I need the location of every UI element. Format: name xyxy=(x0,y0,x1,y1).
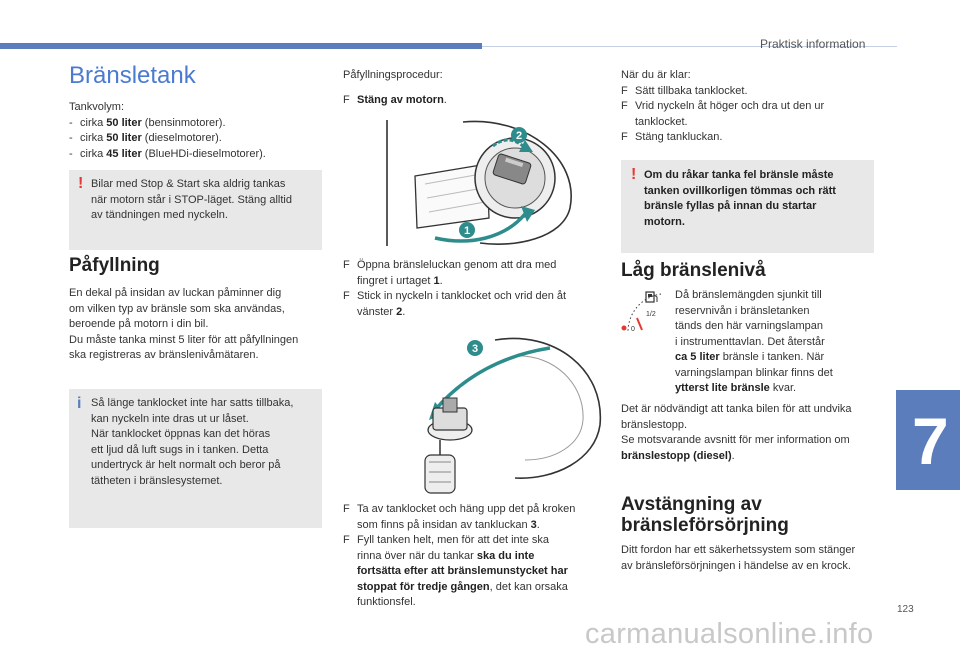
step-item: F Ta av tanklocket och häng upp det på kroken som finns på insidan av tankluckan 3. xyxy=(343,503,576,531)
when-ready xyxy=(621,68,883,146)
top-bar xyxy=(0,43,482,49)
tank-item: - cirka 45 liter (BlueHDi-dieselmotorer). xyxy=(69,147,266,160)
ready-step: F Vrid nyckeln åt höger och dra ut den ur tanklocket. xyxy=(621,100,825,128)
warning-icon: ! xyxy=(78,175,84,192)
section-heading-pafyllning: Påfyllning xyxy=(69,255,160,276)
procedure-label: Påfyllningsprocedur: xyxy=(343,69,443,81)
step-stop-engine: F Stäng av motorn. xyxy=(343,94,447,106)
figure-number-3: 3 xyxy=(471,343,479,355)
watermark: carmanualsonline.info xyxy=(585,618,874,650)
warning-box-wrong-fuel: ! Om du råkar tanka fel bränsle måste tanken ovillkorligen tömmas och rätt bränsle fyllas på innan du startar motorn. xyxy=(621,160,874,253)
gauge-half-label: 1/2 xyxy=(646,311,656,318)
page-header: Praktisk information xyxy=(760,37,866,51)
info-box-fuel-cap: i Så länge tanklocket inte har satts tillbaka, kan nyckeln inte dras ut ur låset. När tanklocket öppnas kan det höras ett ljud då luft sugs in i tanken. Detta undertryck är helt normalt och beror på tätheten i bränslesystemet. xyxy=(69,389,322,528)
step-item: F Stick in nyckeln i tanklocket och vrid den åt vänster 2. xyxy=(343,290,567,318)
page-number: 123 xyxy=(897,604,914,615)
chapter-number: 7 xyxy=(912,404,949,478)
steps-fill-tank xyxy=(343,502,608,611)
ready-label: När du är klar: xyxy=(621,69,691,81)
figure-number-2: 2 xyxy=(515,130,523,142)
tank-item: - cirka 50 liter (dieselmotorer). xyxy=(69,132,222,144)
refuel-needed-text: Det är nödvändigt att tanka bilen för att undvika bränslestopp. Se motsvarande avsnitt för mer information om bränslestopp (diesel). xyxy=(621,403,852,462)
fuel-gauge-icon xyxy=(616,288,668,336)
step-item: F Fyll tanken helt, men för att det inte ska rinna över när du tankar ska du inte fortsätta efter att bränslemunstycket har stoppat för tredje gången, det kan orsaka funktionsfel. xyxy=(343,534,568,608)
gauge-zero-label: 0 xyxy=(631,326,635,333)
tank-item: - cirka 50 liter (bensinmotorer). xyxy=(69,116,226,129)
tank-label: Tankvolym: xyxy=(69,101,125,113)
warning-box-stop-start: ! Bilar med Stop & Start ska aldrig tankas när motorn står i STOP-läget. Stäng alltid av tändningen med nyckeln. xyxy=(69,170,322,250)
section-heading-fuel-cutoff: Avstängning av bränsleförsörjning xyxy=(621,494,789,536)
fuel-cutoff-text: Ditt fordon har ett säkerhetssystem som stänger av bränsleförsörjningen i händelse av en krock. xyxy=(621,544,856,572)
ready-step: F Stäng tankluckan. xyxy=(621,131,723,143)
section-heading-low-fuel: Låg bränslenivå xyxy=(621,260,766,281)
page-title: Bränsletank xyxy=(69,62,196,89)
fuel-flap-key-illustration xyxy=(375,118,580,248)
ready-step: F Sätt tillbaka tanklocket. xyxy=(621,84,748,97)
figure-number-1: 1 xyxy=(463,225,471,237)
tank-volume xyxy=(69,100,329,162)
info-icon: i xyxy=(77,395,82,412)
low-fuel-text: Då bränslemängden sjunkit till reservnivån i bränsletanken tänds den här varningslampan i instrumenttavlan. Det återstår ca 5 liter bränsle i tanken. När varningslampan blinkar finns det ytterst lite bränsle kvar. xyxy=(675,289,833,394)
fuel-cap-hook-illustration xyxy=(415,330,605,495)
step-item: F Öppna bränsleluckan genom att dra med fingret i urtaget 1. xyxy=(343,259,557,287)
refuel-text: En dekal på insidan av luckan påminner dig om vilken typ av bränsle som ska användas, beroende på motorn i din bil. Du måste tanka minst 5 liter för att påfyllningen ska registreras av bränslenivåmätaren. xyxy=(69,287,299,361)
warning-icon: ! xyxy=(631,166,637,183)
steps-open-flap xyxy=(343,258,603,320)
